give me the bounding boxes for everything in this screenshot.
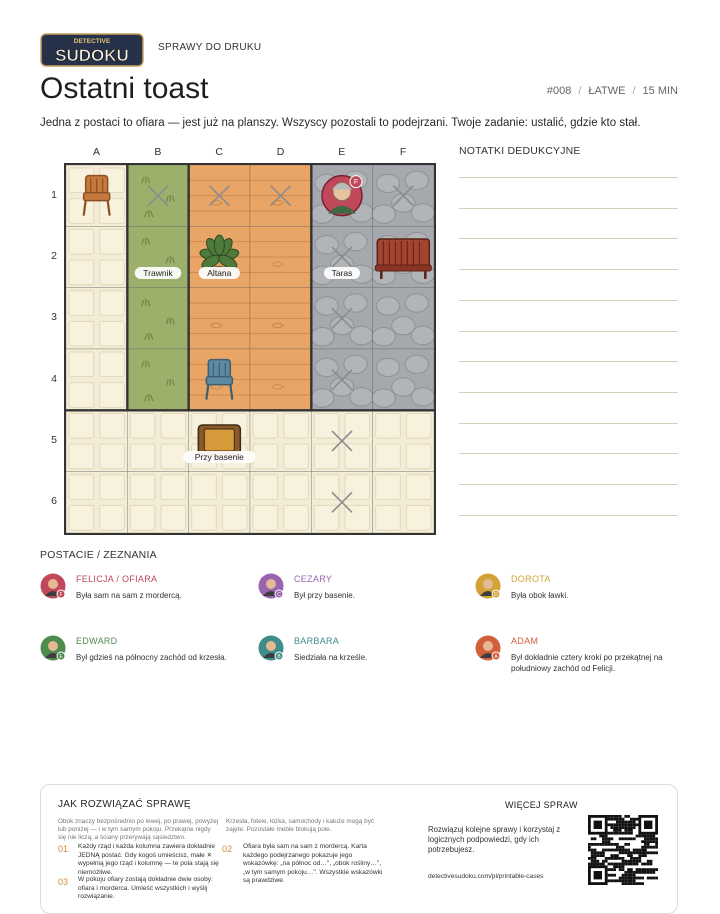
character-testimony: Była sam na sam z mordercą. xyxy=(76,591,182,600)
column-label-d: D xyxy=(276,146,285,158)
cell-c6[interactable] xyxy=(189,472,250,533)
character-testimony: Siedziała na krześle. xyxy=(294,653,368,662)
character-name: DOROTA xyxy=(511,574,551,584)
case-meta: #008 / ŁATWE / 15 MIN xyxy=(546,85,678,97)
character-badge: E xyxy=(59,654,63,660)
step-3-text: W pokoju ofiary zostają dokładnie dwie osoby: ofiara i morderca. Umieść wszystkich i wyślij rozwiązanie. xyxy=(78,876,213,900)
character-badge: F xyxy=(59,592,63,598)
row-label-1: 1 xyxy=(51,188,57,201)
note-line[interactable] xyxy=(459,331,678,332)
case-time: 15 MIN xyxy=(642,85,678,97)
step-2-text: Ofiara była sam na sam z mordercą. Karta każdego podejrzanego pokazuje jego wskazówkę: „na północ od…", „obok rośliny…", „w tym samym pokoju…". Wszystkie wskazówki są prawdziwe. xyxy=(243,843,383,884)
brand-subtitle: SPRAWY DO DRUKU xyxy=(158,42,262,53)
room-label xyxy=(183,451,255,463)
character-avatar-icon xyxy=(475,573,501,599)
notes-title: NOTATKI DEDUKCYJNE xyxy=(459,145,581,157)
cell-a5[interactable] xyxy=(66,410,127,471)
character-badge: A xyxy=(494,654,498,660)
cell-b5[interactable] xyxy=(127,410,188,471)
room-label xyxy=(199,267,240,279)
note-line[interactable] xyxy=(459,484,678,485)
cell-a3[interactable] xyxy=(66,288,127,349)
row-label-3: 3 xyxy=(51,311,57,324)
row-label-4: 4 xyxy=(51,372,57,385)
column-label-c: C xyxy=(215,146,223,158)
character-avatar-icon xyxy=(475,635,501,661)
cell-a6[interactable] xyxy=(66,472,127,533)
game-board xyxy=(64,163,436,535)
column-label-a: A xyxy=(92,146,100,158)
intro-text: Jedna z postaci to ofiara — jest już na planszy. Wszyscy pozostali to podejrzani. Twoje zadanie: ustalić, gdzie kto stał. xyxy=(40,117,641,129)
how-to-solve-title: JAK ROZWIĄZAĆ SPRAWĘ xyxy=(58,799,191,810)
case-number: #008 xyxy=(546,85,572,97)
characters-title: POSTACIE / ZEZNANIA xyxy=(40,549,157,561)
detective-sudoku-logo[interactable] xyxy=(40,33,144,67)
cell-c3[interactable] xyxy=(189,288,250,349)
column-label-f: F xyxy=(399,146,407,158)
note-line[interactable] xyxy=(459,269,678,270)
character-name: CEZARY xyxy=(294,574,333,584)
note-line[interactable] xyxy=(459,392,678,393)
character-avatar-icon xyxy=(258,635,284,661)
character-badge: C xyxy=(277,592,281,598)
room-label xyxy=(135,267,181,279)
cell-d2[interactable] xyxy=(250,226,311,287)
row-label-5: 5 xyxy=(51,433,57,446)
row-label-6: 6 xyxy=(51,495,57,508)
character-name: FELICJA / OFIARA xyxy=(76,574,158,584)
row-label-2: 2 xyxy=(51,249,57,262)
cell-b3[interactable] xyxy=(127,288,188,349)
qr-code-icon[interactable] xyxy=(588,815,658,885)
step-1-number: 01 xyxy=(58,844,69,854)
character-testimony: Był gdzieś na północny zachód od krzesła. xyxy=(76,653,227,662)
note-line[interactable] xyxy=(459,453,678,454)
character-testimony: Był dokładnie cztery kroki po przekątnej na południowy zachód od Felicji. xyxy=(511,653,663,673)
more-cases-link[interactable]: detectivesudoku.com/pl/printable-cases xyxy=(428,873,544,880)
cell-a2[interactable] xyxy=(66,226,127,287)
logo-top-text: DETECTIVE xyxy=(73,38,111,45)
more-cases-title: WIĘCEJ SPRAW xyxy=(505,800,578,810)
note-line[interactable] xyxy=(459,177,678,178)
column-label-b: B xyxy=(154,146,162,158)
column-label-e: E xyxy=(338,146,346,158)
step-2-number: 02 xyxy=(222,844,233,854)
victim-badge: F xyxy=(353,179,359,187)
rules-adjacency: Obok znaczy bezpośrednio po lewej, po prawej, powyżej lub poniżej — i w tym samym pokoju. Przekątne nigdy się nie liczą, a ściany przerywają sąsiedztwo. xyxy=(58,818,219,841)
note-line[interactable] xyxy=(459,423,678,424)
victim-icon xyxy=(322,176,362,216)
note-line[interactable] xyxy=(459,300,678,301)
more-cases-text: Rozwiązuj kolejne sprawy i korzystaj z logicznych podpowiedzi, gdy ich potrzebujesz. xyxy=(428,825,561,854)
cell-d6[interactable] xyxy=(250,472,311,533)
cell-d3[interactable] xyxy=(250,288,311,349)
note-line[interactable] xyxy=(459,238,678,239)
note-line[interactable] xyxy=(459,515,678,516)
character-name: EDWARD xyxy=(76,636,118,646)
character-testimony: Była obok ławki. xyxy=(511,591,569,600)
cell-f6[interactable] xyxy=(373,472,434,533)
cell-f4[interactable] xyxy=(372,349,434,410)
case-difficulty: ŁATWE xyxy=(588,85,626,97)
character-name: ADAM xyxy=(511,636,539,646)
step-3-number: 03 xyxy=(58,877,69,887)
character-badge: D xyxy=(494,592,498,598)
note-line[interactable] xyxy=(459,208,678,209)
note-line[interactable] xyxy=(459,361,678,362)
rules-furniture: Krzesła, fotele, łóżka, samochody i kałuże mogą być zajęte. Pozostałe meble blokują pole. xyxy=(226,818,375,833)
cell-a4[interactable] xyxy=(66,349,127,410)
cell-b4[interactable] xyxy=(127,349,188,410)
page-title: Ostatni toast xyxy=(40,72,209,105)
svg-text:Przy basenie: Przy basenie xyxy=(194,451,244,462)
cell-f3[interactable] xyxy=(372,288,434,349)
cell-f5[interactable] xyxy=(373,410,434,471)
cell-b6[interactable] xyxy=(127,472,188,533)
svg-text:Trawnik: Trawnik xyxy=(143,267,173,278)
room-label xyxy=(324,267,360,279)
board-canvas xyxy=(66,165,434,533)
svg-text:Taras: Taras xyxy=(331,267,353,278)
character-avatar-icon xyxy=(40,573,66,599)
character-avatar-icon xyxy=(258,573,284,599)
character-testimony: Był przy basenie. xyxy=(294,591,355,600)
logo-main-text: SUDOKU xyxy=(55,46,129,65)
cell-d4[interactable] xyxy=(250,349,311,410)
character-badge: B xyxy=(277,654,281,660)
character-name: BARBARA xyxy=(294,636,340,646)
step-1-text: Każdy rząd i każda kolumna zawiera dokładnie JEDNĄ postać. Gdy kogoś umieścisz, małe ✕ wypełnią jego rząd i kolumnę — te pola stają się niemożliwe. xyxy=(78,843,219,876)
svg-text:Altana: Altana xyxy=(207,267,232,278)
cell-d5[interactable] xyxy=(250,410,311,471)
character-avatar-icon xyxy=(40,635,66,661)
